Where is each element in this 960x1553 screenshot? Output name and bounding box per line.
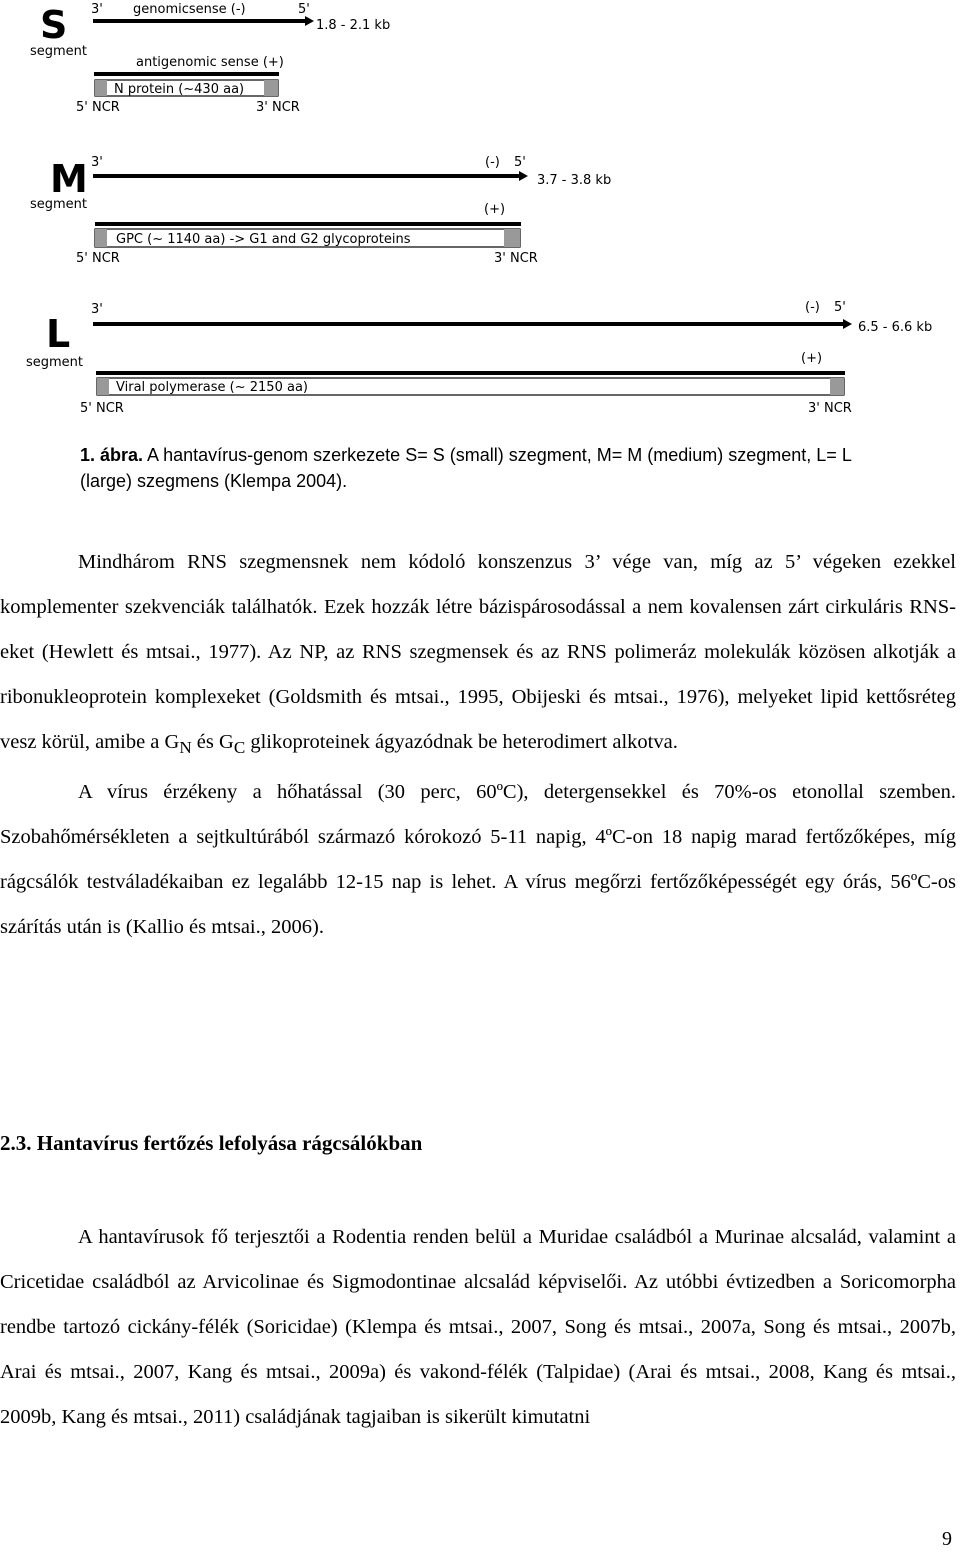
l-genomic-strand [93, 322, 845, 326]
l-antigenomic-label: (+) [801, 351, 823, 366]
l-segment-diagram [26, 300, 932, 416]
m-segment-letter: M [50, 157, 88, 201]
l-genomic-3-end: 3' [91, 302, 103, 317]
s-genomic-strand [93, 19, 307, 23]
section-heading: 2.3. Hantavírus fertőzés lefolyása rágcsálókban [0, 1131, 423, 1155]
m-size-label: 3.7 - 3.8 kb [537, 173, 612, 188]
s-ncr3-label: 3' NCR [256, 100, 300, 115]
l-ncr5-label: 5' NCR [80, 401, 124, 416]
l-ncr3-block [830, 378, 844, 395]
body-block-1 [0, 540, 956, 950]
s-genomic-5-end: 5' [298, 2, 310, 17]
p1-part-a: Mindhárom RNS szegmensnek nem kódoló konszenzus 3’ vége van, míg az 5’ végeken ezekkel komplementer szekvenciák találhatók. [0, 551, 956, 618]
m-protein-label: GPC (~ 1140 aa) -> G1 and G2 glycoproteins [116, 232, 411, 247]
caption-text: A hantavírus-genom szerkezete S= S (small) szegment, M= M (medium) szegment, L= L (large) szegmens (Klempa 2004). [80, 445, 852, 491]
l-size-label: 6.5 - 6.6 kb [858, 320, 933, 335]
m-ncr3-label: 3' NCR [494, 251, 538, 266]
s-size-label: 1.8 - 2.1 kb [316, 18, 391, 33]
genome-figure [0, 0, 960, 420]
s-segment-letter: S [40, 3, 68, 47]
p1-subscript-c: C [233, 738, 246, 758]
l-protein-label: Viral polymerase (~ 2150 aa) [116, 380, 308, 395]
p1-part-e: glikoproteinek ágyazódnak be heterodimert alkotva. [245, 731, 678, 753]
s-ncr3-block [264, 80, 278, 96]
p1-part-b: Ezek hozzák létre bázispárosodással a nem kovalensen zárt cirkuláris RNS-eket (Hewlett és mtsai., 1977). [0, 596, 956, 663]
paragraph-virus-sensitivity: A vírus érzékeny a hőhatással (30 perc, 60ºC), detergensekkel és 70%-os etonollal szemben. Szobahőmérsékleten a sejtkultúrából származó kórokozó 5-11 napig, 4ºC-on 18 napig marad fertőzőképes, míg rágcsálók testváladékaiban ez legalább 12-15 nap is lehet. A vírus megőrzi fertőzőképességét egy órás, 56ºC-os szárítás után is (Kallio és mtsai., 2006). [0, 781, 956, 939]
m-genomic-strand [93, 174, 521, 178]
p1-part-c: Az NP, az RNS szegmensek és az RNS polimeráz molekulák közösen alkotják a ribonukleoprotein komplexeket (Goldsmith és mtsai., 1995, Obijeski és mtsai., 1976), melyeket lipid kettősréteg vesz körül, amibe a G [0, 641, 956, 753]
m-genomic-5-end: 5' [514, 155, 526, 170]
p1-subscript-n: N [179, 738, 192, 758]
paragraph-hosts: A hantavírusok fő terjesztői a Rodentia renden belül a Muridae családból a Murinae alcsalád, valamint a Cricetidae családból az Arvicolinae és Sigmodontinae alcsalád képviselői. Az utóbbi évtizedben a Soricomorpha rendbe tartozó cickány-félék (Soricidae) (Klempa és mtsai., 2007, Song és mtsai., 2007a, Song és mtsai., 2007b, Arai és mtsai., 2007, Kang és mtsai., 2009a) és vakond-félék (Talpidae) (Arai és mtsai., 2008, Kang és mtsai., 2009b, Kang és mtsai., 2011) családjának tagjaiban is sikerült kimutatni [0, 1226, 956, 1428]
l-arrow-head [843, 319, 852, 329]
l-segment-word: segment [26, 355, 84, 370]
paragraph-rns-segments [0, 540, 956, 770]
s-ncr5-block [95, 80, 107, 96]
m-ncr5-block [95, 229, 107, 247]
figure-caption [80, 442, 880, 494]
m-genomic-label: (-) [485, 155, 500, 170]
m-segment-word: segment [30, 197, 88, 212]
s-antigenomic-label: antigenomic sense (+) [136, 55, 284, 70]
l-ncr3-label: 3' NCR [808, 401, 852, 416]
m-segment-diagram [30, 155, 611, 266]
m-ncr5-label: 5' NCR [76, 251, 120, 266]
s-genomic-label: genomicsense (-) [133, 2, 246, 17]
l-genomic-label: (-) [805, 300, 820, 315]
s-segment-diagram [30, 2, 390, 115]
m-antigenomic-line [95, 222, 521, 226]
l-antigenomic-line [96, 371, 845, 375]
m-arrow-head [519, 171, 528, 181]
s-segment-word: segment [30, 44, 88, 59]
l-genomic-5-end: 5' [834, 300, 846, 315]
body-block-2 [0, 1215, 956, 1440]
p1-part-d: és G [191, 731, 234, 753]
figure-number: 1. ábra. [80, 445, 144, 465]
m-genomic-3-end: 3' [91, 155, 103, 170]
s-genomic-3-end: 3' [91, 2, 103, 17]
page-number: 9 [942, 1528, 952, 1550]
s-ncr5-label: 5' NCR [76, 100, 120, 115]
l-ncr5-block [97, 378, 109, 395]
m-ncr3-block [504, 229, 520, 247]
m-antigenomic-label: (+) [484, 202, 506, 217]
s-antigenomic-line [94, 72, 279, 76]
l-segment-letter: L [46, 312, 71, 356]
s-arrow-head [305, 16, 314, 26]
s-protein-label: N protein (~430 aa) [114, 82, 245, 97]
